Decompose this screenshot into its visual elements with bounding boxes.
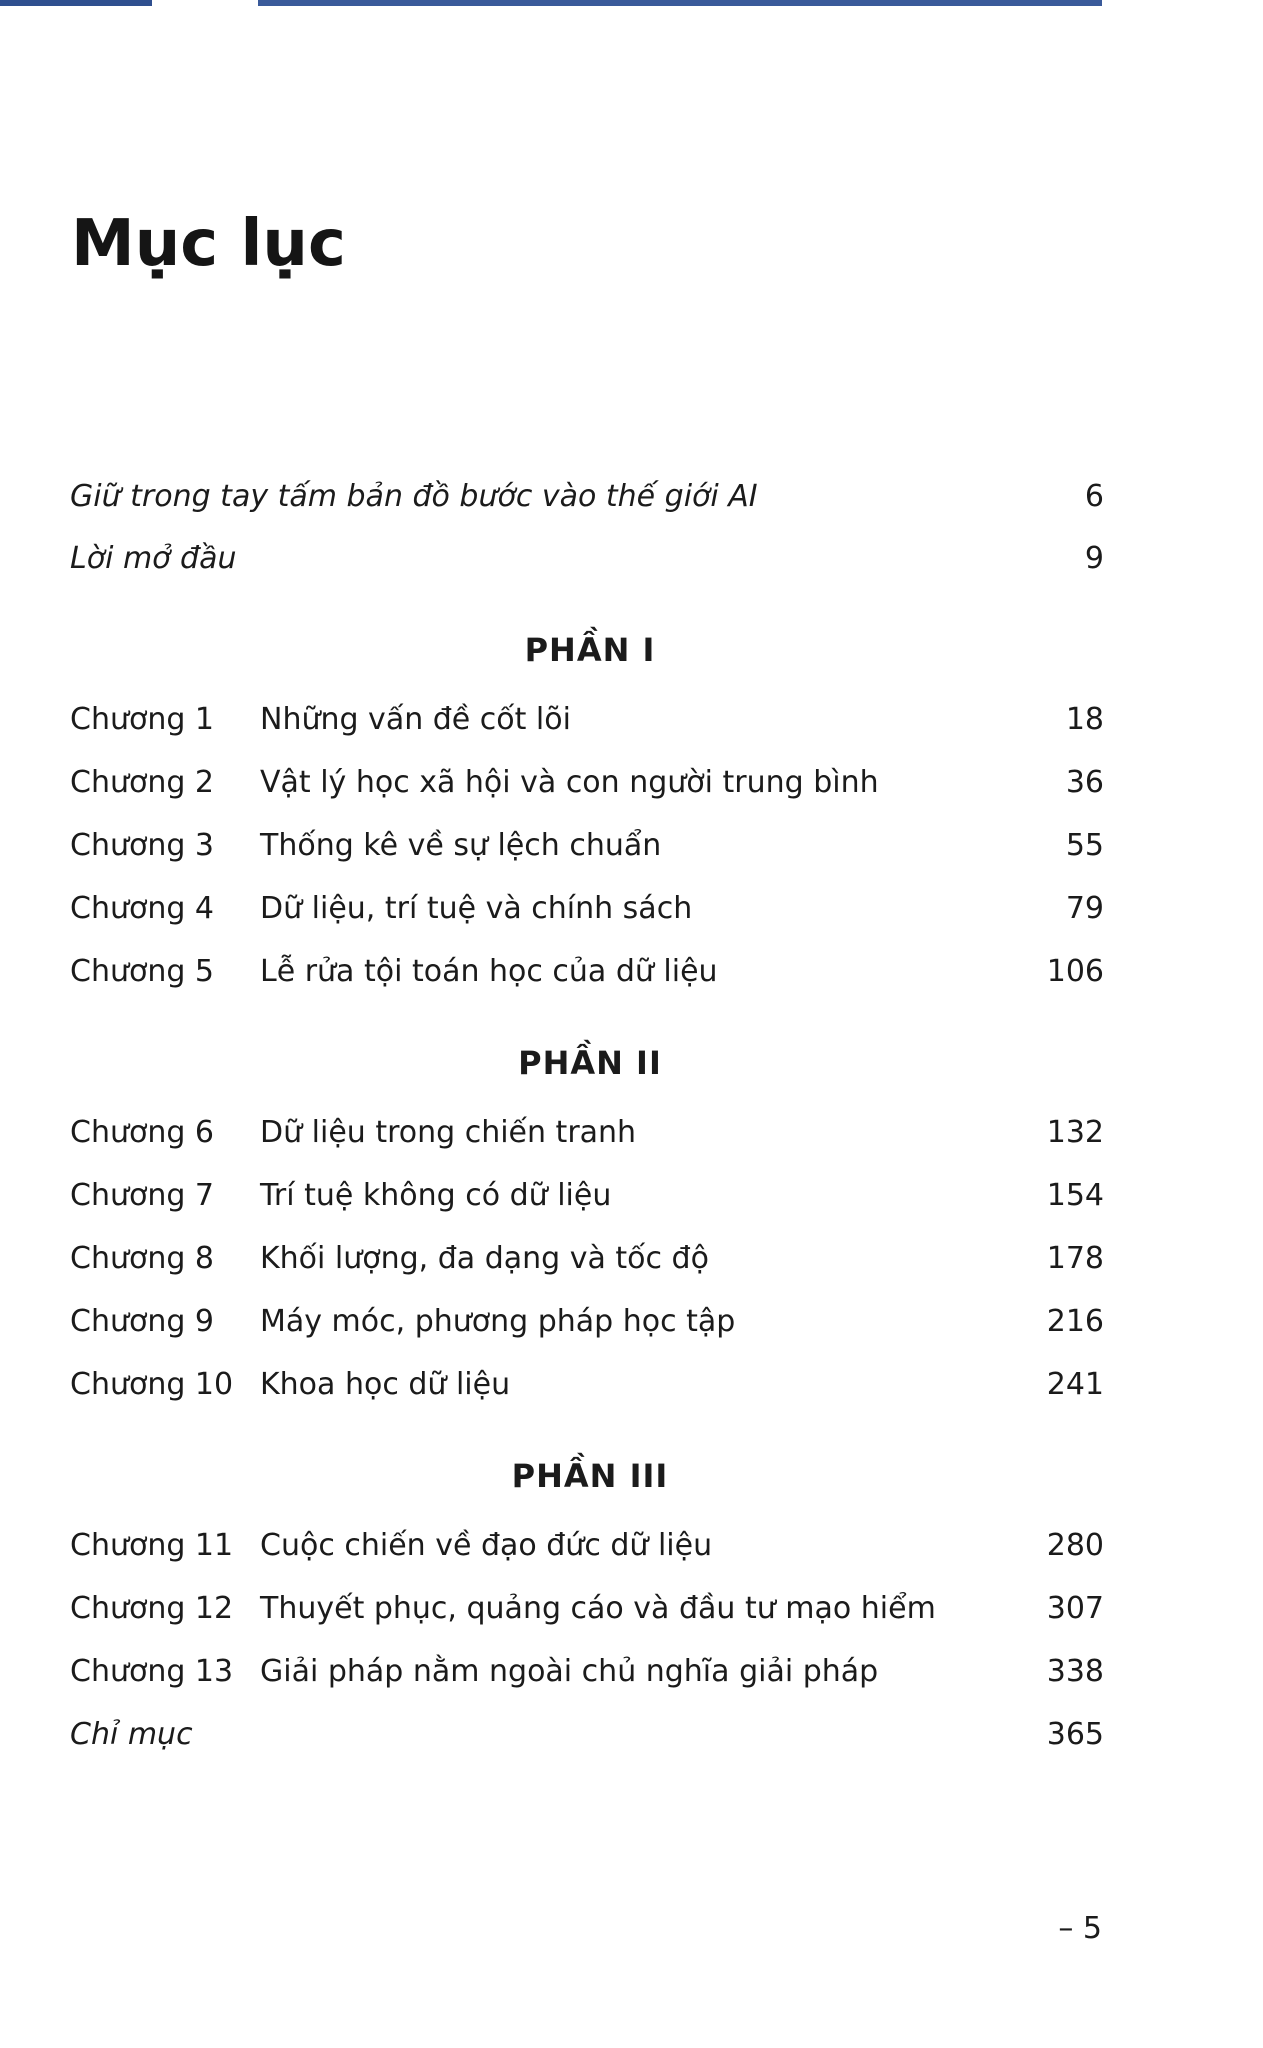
toc-entry-page: 6 <box>1084 479 1104 514</box>
toc-entry-chapter-4[interactable] <box>70 886 1104 932</box>
part-heading-2: PHẦN II <box>518 1044 662 1082</box>
part-heading-1: PHẦN I <box>524 631 656 669</box>
chapter-label: Chương 13 <box>70 1654 234 1689</box>
chapter-title: Những vấn đề cốt lõi <box>260 702 571 737</box>
toc-entry-index[interactable] <box>70 1712 1104 1758</box>
chapter-page: 36 <box>1065 765 1104 800</box>
chapter-label: Chương 9 <box>70 1304 215 1339</box>
chapter-page: 55 <box>1065 828 1104 863</box>
toc-entry-chapter-5[interactable] <box>70 949 1104 995</box>
page-title: Mục lục <box>71 207 346 281</box>
chapter-title: Khối lượng, đa dạng và tốc độ <box>260 1241 709 1276</box>
chapter-page: 178 <box>1046 1241 1104 1276</box>
page-number: – 5 <box>1058 1911 1102 1946</box>
chapter-page: 280 <box>1046 1528 1104 1563</box>
chapter-title: Dữ liệu trong chiến tranh <box>260 1115 637 1150</box>
toc-entry-chapter-2[interactable] <box>70 760 1104 806</box>
chapter-label: Chương 8 <box>70 1241 215 1276</box>
chapter-title: Trí tuệ không có dữ liệu <box>260 1178 612 1213</box>
chapter-label: Chương 3 <box>70 828 215 863</box>
chapter-label: Chương 11 <box>70 1528 234 1563</box>
chapter-label: Chương 6 <box>70 1115 215 1150</box>
chapter-page: 154 <box>1046 1178 1104 1213</box>
part-heading-3: PHẦN III <box>511 1457 669 1495</box>
chapter-page: 216 <box>1046 1304 1104 1339</box>
chapter-title: Khoa học dữ liệu <box>260 1367 511 1402</box>
chapter-label: Chương 2 <box>70 765 215 800</box>
chapter-label: Chương 5 <box>70 954 215 989</box>
chapter-title: Cuộc chiến về đạo đức dữ liệu <box>260 1528 713 1563</box>
chapter-page: 307 <box>1046 1591 1104 1626</box>
toc-entry-title: Giữ trong tay tấm bản đồ bước vào thế giới AI <box>70 479 758 514</box>
chapter-page: 338 <box>1046 1654 1104 1689</box>
chapter-page: 106 <box>1046 954 1104 989</box>
chapter-title: Máy móc, phương pháp học tập <box>260 1304 736 1339</box>
chapter-label: Chương 10 <box>70 1367 234 1402</box>
toc-entry-chapter-7[interactable] <box>70 1173 1104 1219</box>
chapter-title: Lễ rửa tội toán học của dữ liệu <box>260 954 718 989</box>
chapter-title: Giải pháp nằm ngoài chủ nghĩa giải pháp <box>260 1654 879 1689</box>
toc-entry-title: Lời mở đầu <box>70 541 237 576</box>
toc-entry-chapter-9[interactable] <box>70 1299 1104 1345</box>
toc-entry-chapter-8[interactable] <box>70 1236 1104 1282</box>
toc-entry-chapter-10[interactable] <box>70 1362 1104 1408</box>
toc-entry-introduction[interactable] <box>70 536 1104 582</box>
chapter-title: Vật lý học xã hội và con người trung bình <box>260 765 879 800</box>
toc-entry-chapter-13[interactable] <box>70 1649 1104 1695</box>
toc-entry-foreword[interactable] <box>70 474 1104 520</box>
chapter-label: Chương 1 <box>70 702 215 737</box>
chapter-page: 18 <box>1065 702 1104 737</box>
chapter-label: Chương 7 <box>70 1178 215 1213</box>
toc-entry-chapter-12[interactable] <box>70 1586 1104 1632</box>
chapter-title: Thuyết phục, quảng cáo và đầu tư mạo hiểm <box>260 1591 936 1626</box>
toc-entry-page: 9 <box>1084 541 1104 576</box>
toc-entry-chapter-6[interactable] <box>70 1110 1104 1156</box>
toc-entry-chapter-1[interactable] <box>70 697 1104 743</box>
toc-entry-chapter-3[interactable] <box>70 823 1104 869</box>
chapter-title: Dữ liệu, trí tuệ và chính sách <box>260 891 693 926</box>
chapter-page: 79 <box>1065 891 1104 926</box>
chapter-label: Chương 4 <box>70 891 215 926</box>
chapter-page: 132 <box>1046 1115 1104 1150</box>
toc-entry-chapter-11[interactable] <box>70 1523 1104 1569</box>
chapter-page: 241 <box>1046 1367 1104 1402</box>
chapter-title: Thống kê về sự lệch chuẩn <box>260 828 662 863</box>
toc-entry-page: 365 <box>1046 1717 1104 1752</box>
toc-entry-title: Chỉ mục <box>70 1717 193 1752</box>
chapter-label: Chương 12 <box>70 1591 234 1626</box>
